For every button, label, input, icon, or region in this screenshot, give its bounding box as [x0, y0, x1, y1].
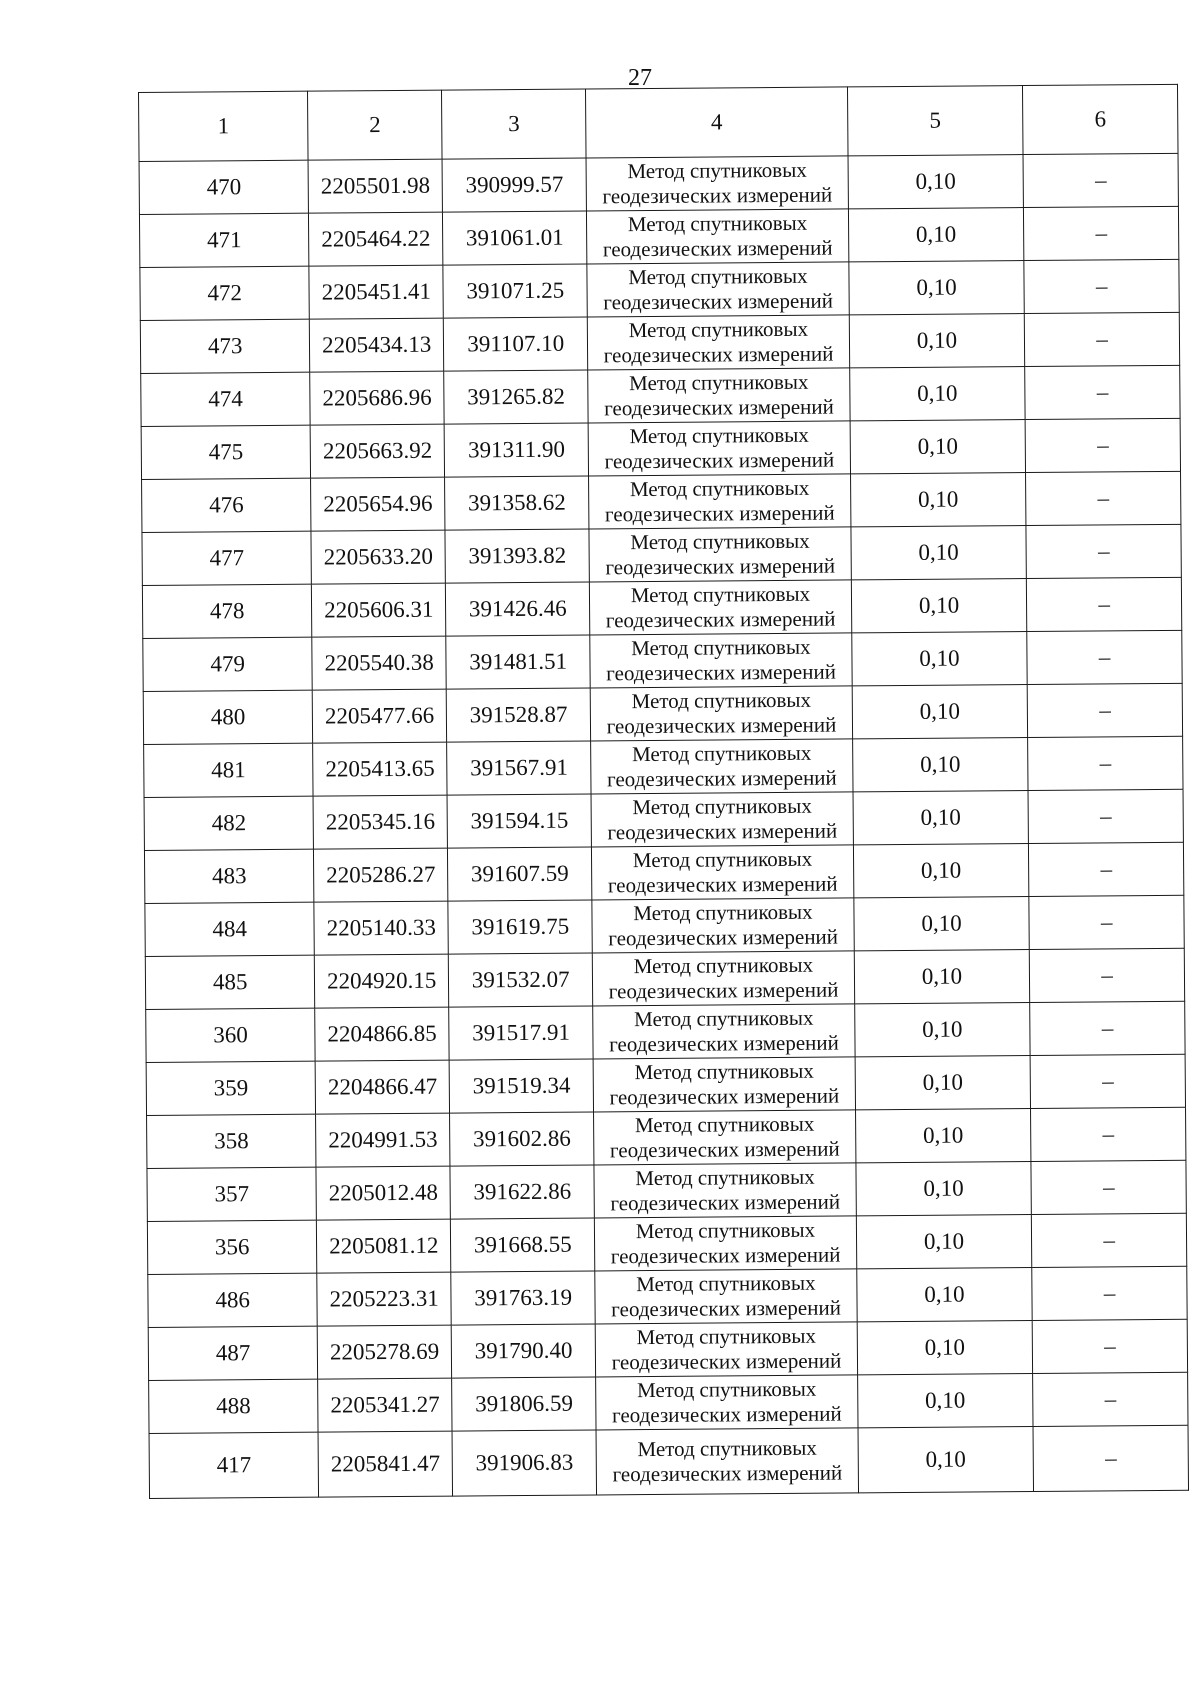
method-cell [593, 1004, 855, 1059]
note-cell: – [1033, 1372, 1188, 1426]
method-line-1: Метод спутниковых [628, 263, 808, 290]
note-cell: – [1026, 471, 1181, 525]
method-line-1: Метод спутниковых [627, 210, 808, 237]
accuracy-cell: 0,10 [856, 1268, 1032, 1322]
method-line-2: геодезических измерений [604, 394, 834, 421]
method-line-2: геодезических измерений [606, 659, 836, 686]
point-number-cell: 474 [141, 372, 311, 426]
accuracy-cell: 0,10 [851, 579, 1027, 633]
method-line-2: геодезических измерений [603, 341, 834, 368]
accuracy-cell: 0,10 [857, 1374, 1033, 1428]
method-cell [596, 1428, 858, 1495]
method-line-2: геодезических измерений [611, 1401, 842, 1428]
y-coordinate-cell: 391763.19 [451, 1271, 596, 1325]
header-col-5: 5 [847, 86, 1023, 156]
method-cell [591, 686, 853, 741]
method-cell [590, 633, 852, 688]
note-cell: – [1025, 365, 1180, 419]
point-number-cell: 473 [140, 319, 310, 373]
method-line-2: геодезических измерений [611, 1348, 842, 1375]
table-row [142, 524, 1181, 585]
x-coordinate-cell: 2205477.66 [313, 689, 447, 743]
table-row [140, 312, 1179, 373]
table-row [144, 789, 1183, 850]
method-line-2: геодезических измерений [609, 1030, 839, 1057]
method-cell [587, 209, 849, 264]
y-coordinate-cell: 391481.51 [446, 635, 591, 689]
header-col-2: 2 [308, 90, 442, 160]
method-line-1: Метод спутниковых [632, 846, 813, 873]
table-row [148, 1266, 1187, 1327]
x-coordinate-cell: 2204920.15 [315, 954, 449, 1008]
x-coordinate-cell: 2205654.96 [311, 477, 445, 531]
method-line-2: геодезических измерений [605, 553, 836, 580]
x-coordinate-cell: 2205223.31 [317, 1272, 451, 1326]
method-line-2: геодезических измерений [609, 1136, 840, 1163]
point-number-cell: 486 [148, 1273, 318, 1327]
table-row [143, 683, 1182, 744]
table-row [145, 895, 1184, 956]
y-coordinate-cell: 391358.62 [445, 476, 590, 530]
accuracy-cell: 0,10 [854, 950, 1030, 1004]
note-cell: – [1027, 630, 1182, 684]
note-cell: – [1024, 206, 1179, 260]
method-cell [588, 315, 850, 370]
x-coordinate-cell: 2205686.96 [310, 371, 444, 425]
method-line-1: Метод спутниковых [633, 952, 814, 979]
method-cell [595, 1216, 857, 1271]
y-coordinate-cell: 391265.82 [444, 370, 589, 424]
note-cell: – [1028, 789, 1183, 843]
method-line-2: геодезических измерений [603, 288, 834, 315]
note-cell: – [1031, 1160, 1186, 1214]
header-col-1: 1 [139, 91, 309, 161]
method-line-1: Метод спутниковых [631, 740, 812, 767]
x-coordinate-cell: 2205413.65 [313, 742, 447, 796]
method-cell [588, 368, 850, 423]
point-number-cell: 476 [142, 478, 312, 532]
table-row [147, 1213, 1186, 1274]
accuracy-cell: 0,10 [851, 632, 1027, 686]
method-line-2: геодезических измерений [608, 924, 839, 951]
method-line-1: Метод спутниковых [629, 422, 809, 449]
method-line-1: Метод спутниковых [630, 581, 811, 608]
x-coordinate-cell: 2205341.27 [318, 1378, 452, 1432]
method-line-2: геодезических измерений [605, 606, 836, 633]
header-col-4: 4 [586, 87, 848, 158]
point-number-cell: 359 [146, 1061, 316, 1115]
note-cell: – [1033, 1425, 1188, 1491]
x-coordinate-cell: 2205451.41 [309, 265, 443, 319]
point-number-cell: 470 [139, 160, 309, 214]
accuracy-cell: 0,10 [856, 1162, 1032, 1216]
point-number-cell: 360 [146, 1008, 316, 1062]
table-row [143, 630, 1182, 691]
y-coordinate-cell: 391790.40 [451, 1324, 596, 1378]
method-cell [587, 262, 849, 317]
point-number-cell: 475 [141, 425, 311, 479]
x-coordinate-cell: 2205345.16 [313, 795, 447, 849]
coordinates-table [138, 84, 1189, 1499]
method-cell [593, 1057, 855, 1112]
table-row [141, 418, 1180, 479]
table-row [139, 206, 1178, 267]
method-line-2: геодезических измерений [611, 1295, 841, 1322]
method-cell [590, 580, 852, 635]
y-coordinate-cell: 391622.86 [450, 1165, 595, 1219]
point-number-cell: 488 [149, 1379, 319, 1433]
method-cell [595, 1269, 857, 1324]
method-cell [594, 1110, 856, 1165]
point-number-cell: 478 [142, 584, 312, 638]
y-coordinate-cell: 391607.59 [448, 847, 593, 901]
method-line-1: Метод спутниковых [628, 316, 809, 343]
y-coordinate-cell: 391519.34 [449, 1059, 594, 1113]
accuracy-cell: 0,10 [856, 1215, 1032, 1269]
x-coordinate-cell: 2205081.12 [317, 1219, 451, 1273]
note-cell: – [1027, 577, 1182, 631]
method-cell [593, 951, 855, 1006]
method-line-2: геодезических измерений [606, 712, 837, 739]
note-cell: – [1029, 895, 1184, 949]
table-row [146, 1054, 1185, 1115]
method-line-1: Метод спутниковых [631, 687, 812, 714]
note-cell: – [1030, 1054, 1185, 1108]
method-line-2: геодезических измерений [612, 1460, 843, 1487]
method-line-2: геодезических измерений [606, 765, 837, 792]
method-line-2: геодезических измерений [607, 818, 838, 845]
method-line-1: Метод спутниковых [636, 1376, 817, 1403]
y-coordinate-cell: 390999.57 [442, 158, 587, 212]
note-cell: – [1029, 842, 1184, 896]
point-number-cell: 417 [149, 1432, 319, 1498]
note-cell: – [1032, 1213, 1187, 1267]
method-line-2: геодезических измерений [604, 500, 835, 527]
method-line-1: Метод спутниковых [634, 1005, 814, 1032]
table-row [147, 1160, 1186, 1221]
note-cell: – [1032, 1319, 1187, 1373]
method-line-1: Метод спутниковых [635, 1164, 815, 1191]
header-col-3: 3 [442, 89, 587, 159]
note-cell: – [1030, 948, 1185, 1002]
x-coordinate-cell: 2205012.48 [316, 1166, 450, 1220]
table-row [145, 948, 1184, 1009]
accuracy-cell: 0,10 [853, 844, 1029, 898]
y-coordinate-cell: 391517.91 [449, 1006, 594, 1060]
point-number-cell: 485 [145, 955, 315, 1009]
accuracy-cell: 0,10 [849, 261, 1025, 315]
y-coordinate-cell: 391426.46 [445, 582, 590, 636]
method-line-1: Метод спутниковых [632, 793, 812, 820]
x-coordinate-cell: 2205540.38 [312, 636, 446, 690]
point-number-cell: 487 [148, 1326, 318, 1380]
accuracy-cell: 0,10 [854, 897, 1030, 951]
table-row [141, 365, 1180, 426]
table-row [146, 1001, 1185, 1062]
note-cell: – [1025, 418, 1180, 472]
x-coordinate-cell: 2205501.98 [308, 159, 442, 213]
y-coordinate-cell: 391061.01 [443, 211, 588, 265]
method-line-1: Метод спутниковых [634, 1111, 815, 1138]
method-line-2: геодезических измерений [604, 447, 835, 474]
accuracy-cell: 0,10 [853, 791, 1029, 845]
y-coordinate-cell: 391107.10 [443, 317, 588, 371]
method-cell [592, 898, 854, 953]
method-cell [589, 474, 851, 529]
y-coordinate-cell: 391619.75 [448, 900, 593, 954]
method-line-2: геодезических измерений [607, 871, 838, 898]
point-number-cell: 479 [143, 637, 313, 691]
method-cell [591, 792, 853, 847]
method-cell [589, 527, 851, 582]
accuracy-cell: 0,10 [849, 367, 1025, 421]
y-coordinate-cell: 391071.25 [443, 264, 588, 318]
method-line-1: Метод спутниковых [633, 899, 813, 926]
method-line-1: Метод спутниковых [636, 1323, 817, 1350]
method-line-1: Метод спутниковых [630, 528, 810, 555]
method-line-1: Метод спутниковых [629, 475, 810, 502]
note-cell: – [1024, 259, 1179, 313]
method-line-1: Метод спутниковых [627, 157, 807, 184]
method-line-1: Метод спутниковых [629, 369, 809, 396]
method-line-1: Метод спутниковых [636, 1270, 816, 1297]
point-number-cell: 482 [144, 796, 314, 850]
point-number-cell: 356 [147, 1220, 317, 1274]
x-coordinate-cell: 2204866.85 [315, 1007, 449, 1061]
method-cell [596, 1375, 858, 1430]
accuracy-cell: 0,10 [854, 1003, 1030, 1057]
header-col-6: 6 [1023, 84, 1178, 154]
method-cell [591, 739, 853, 794]
method-line-2: геодезических измерений [608, 977, 839, 1004]
accuracy-cell: 0,10 [852, 738, 1028, 792]
method-line-1: Метод спутниковых [634, 1058, 814, 1085]
table-header-row [139, 84, 1179, 161]
x-coordinate-cell: 2205434.13 [310, 318, 444, 372]
method-cell [592, 845, 854, 900]
x-coordinate-cell: 2204866.47 [315, 1060, 449, 1114]
point-number-cell: 480 [143, 690, 313, 744]
table-row [149, 1425, 1188, 1498]
table-row [139, 153, 1178, 214]
x-coordinate-cell: 2205606.31 [312, 583, 446, 637]
y-coordinate-cell: 391806.59 [452, 1377, 597, 1431]
note-cell: – [1026, 524, 1181, 578]
y-coordinate-cell: 391668.55 [450, 1218, 595, 1272]
note-cell: – [1028, 736, 1183, 790]
accuracy-cell: 0,10 [855, 1109, 1031, 1163]
accuracy-cell: 0,10 [849, 314, 1025, 368]
x-coordinate-cell: 2204991.53 [316, 1113, 450, 1167]
y-coordinate-cell: 391393.82 [445, 529, 590, 583]
table-row [149, 1372, 1188, 1433]
table-body [139, 153, 1188, 1498]
table-row [144, 736, 1183, 797]
table-row [140, 259, 1179, 320]
accuracy-cell: 0,10 [852, 685, 1028, 739]
accuracy-cell: 0,10 [848, 208, 1024, 262]
x-coordinate-cell: 2205841.47 [318, 1431, 452, 1497]
page-number: 27 [628, 65, 652, 91]
point-number-cell: 477 [142, 531, 312, 585]
method-line-1: Метод спутниковых [631, 634, 811, 661]
accuracy-cell: 0,10 [851, 526, 1027, 580]
table-row [148, 1319, 1187, 1380]
method-line-2: геодезических измерений [610, 1189, 841, 1216]
x-coordinate-cell: 2205663.92 [310, 424, 444, 478]
table-row [144, 842, 1183, 903]
method-cell [596, 1322, 858, 1377]
note-cell: – [1027, 683, 1182, 737]
note-cell: – [1032, 1266, 1187, 1320]
method-cell [594, 1163, 856, 1218]
method-line-2: геодезических измерений [602, 182, 833, 209]
note-cell: – [1030, 1001, 1185, 1055]
method-line-1: Метод спутниковых [637, 1435, 817, 1462]
point-number-cell: 481 [144, 743, 314, 797]
method-cell [588, 421, 850, 476]
x-coordinate-cell: 2205286.27 [314, 848, 448, 902]
method-line-2: геодезических измерений [609, 1083, 840, 1110]
method-cell [586, 156, 848, 211]
y-coordinate-cell: 391602.86 [450, 1112, 595, 1166]
point-number-cell: 483 [144, 849, 314, 903]
note-cell: – [1023, 153, 1178, 207]
x-coordinate-cell: 2205464.22 [309, 212, 443, 266]
point-number-cell: 484 [145, 902, 315, 956]
method-line-1: Метод спутниковых [635, 1217, 816, 1244]
accuracy-cell: 0,10 [858, 1427, 1034, 1493]
note-cell: – [1031, 1107, 1186, 1161]
point-number-cell: 472 [140, 266, 310, 320]
y-coordinate-cell: 391532.07 [448, 953, 593, 1007]
y-coordinate-cell: 391906.83 [452, 1430, 597, 1496]
accuracy-cell: 0,10 [850, 473, 1026, 527]
y-coordinate-cell: 391528.87 [446, 688, 591, 742]
x-coordinate-cell: 2205633.20 [311, 530, 445, 584]
table-row [142, 471, 1181, 532]
point-number-cell: 358 [147, 1114, 317, 1168]
table-row [142, 577, 1181, 638]
y-coordinate-cell: 391567.91 [447, 741, 592, 795]
x-coordinate-cell: 2205278.69 [318, 1325, 452, 1379]
method-line-2: геодезических измерений [610, 1242, 841, 1269]
y-coordinate-cell: 391594.15 [447, 794, 592, 848]
table-row [147, 1107, 1186, 1168]
accuracy-cell: 0,10 [850, 420, 1026, 474]
accuracy-cell: 0,10 [848, 155, 1024, 209]
note-cell: – [1025, 312, 1180, 366]
accuracy-cell: 0,10 [857, 1321, 1033, 1375]
accuracy-cell: 0,10 [855, 1056, 1031, 1110]
x-coordinate-cell: 2205140.33 [314, 901, 448, 955]
y-coordinate-cell: 391311.90 [444, 423, 589, 477]
method-line-2: геодезических измерений [602, 235, 833, 262]
point-number-cell: 357 [147, 1167, 317, 1221]
point-number-cell: 471 [139, 213, 309, 267]
